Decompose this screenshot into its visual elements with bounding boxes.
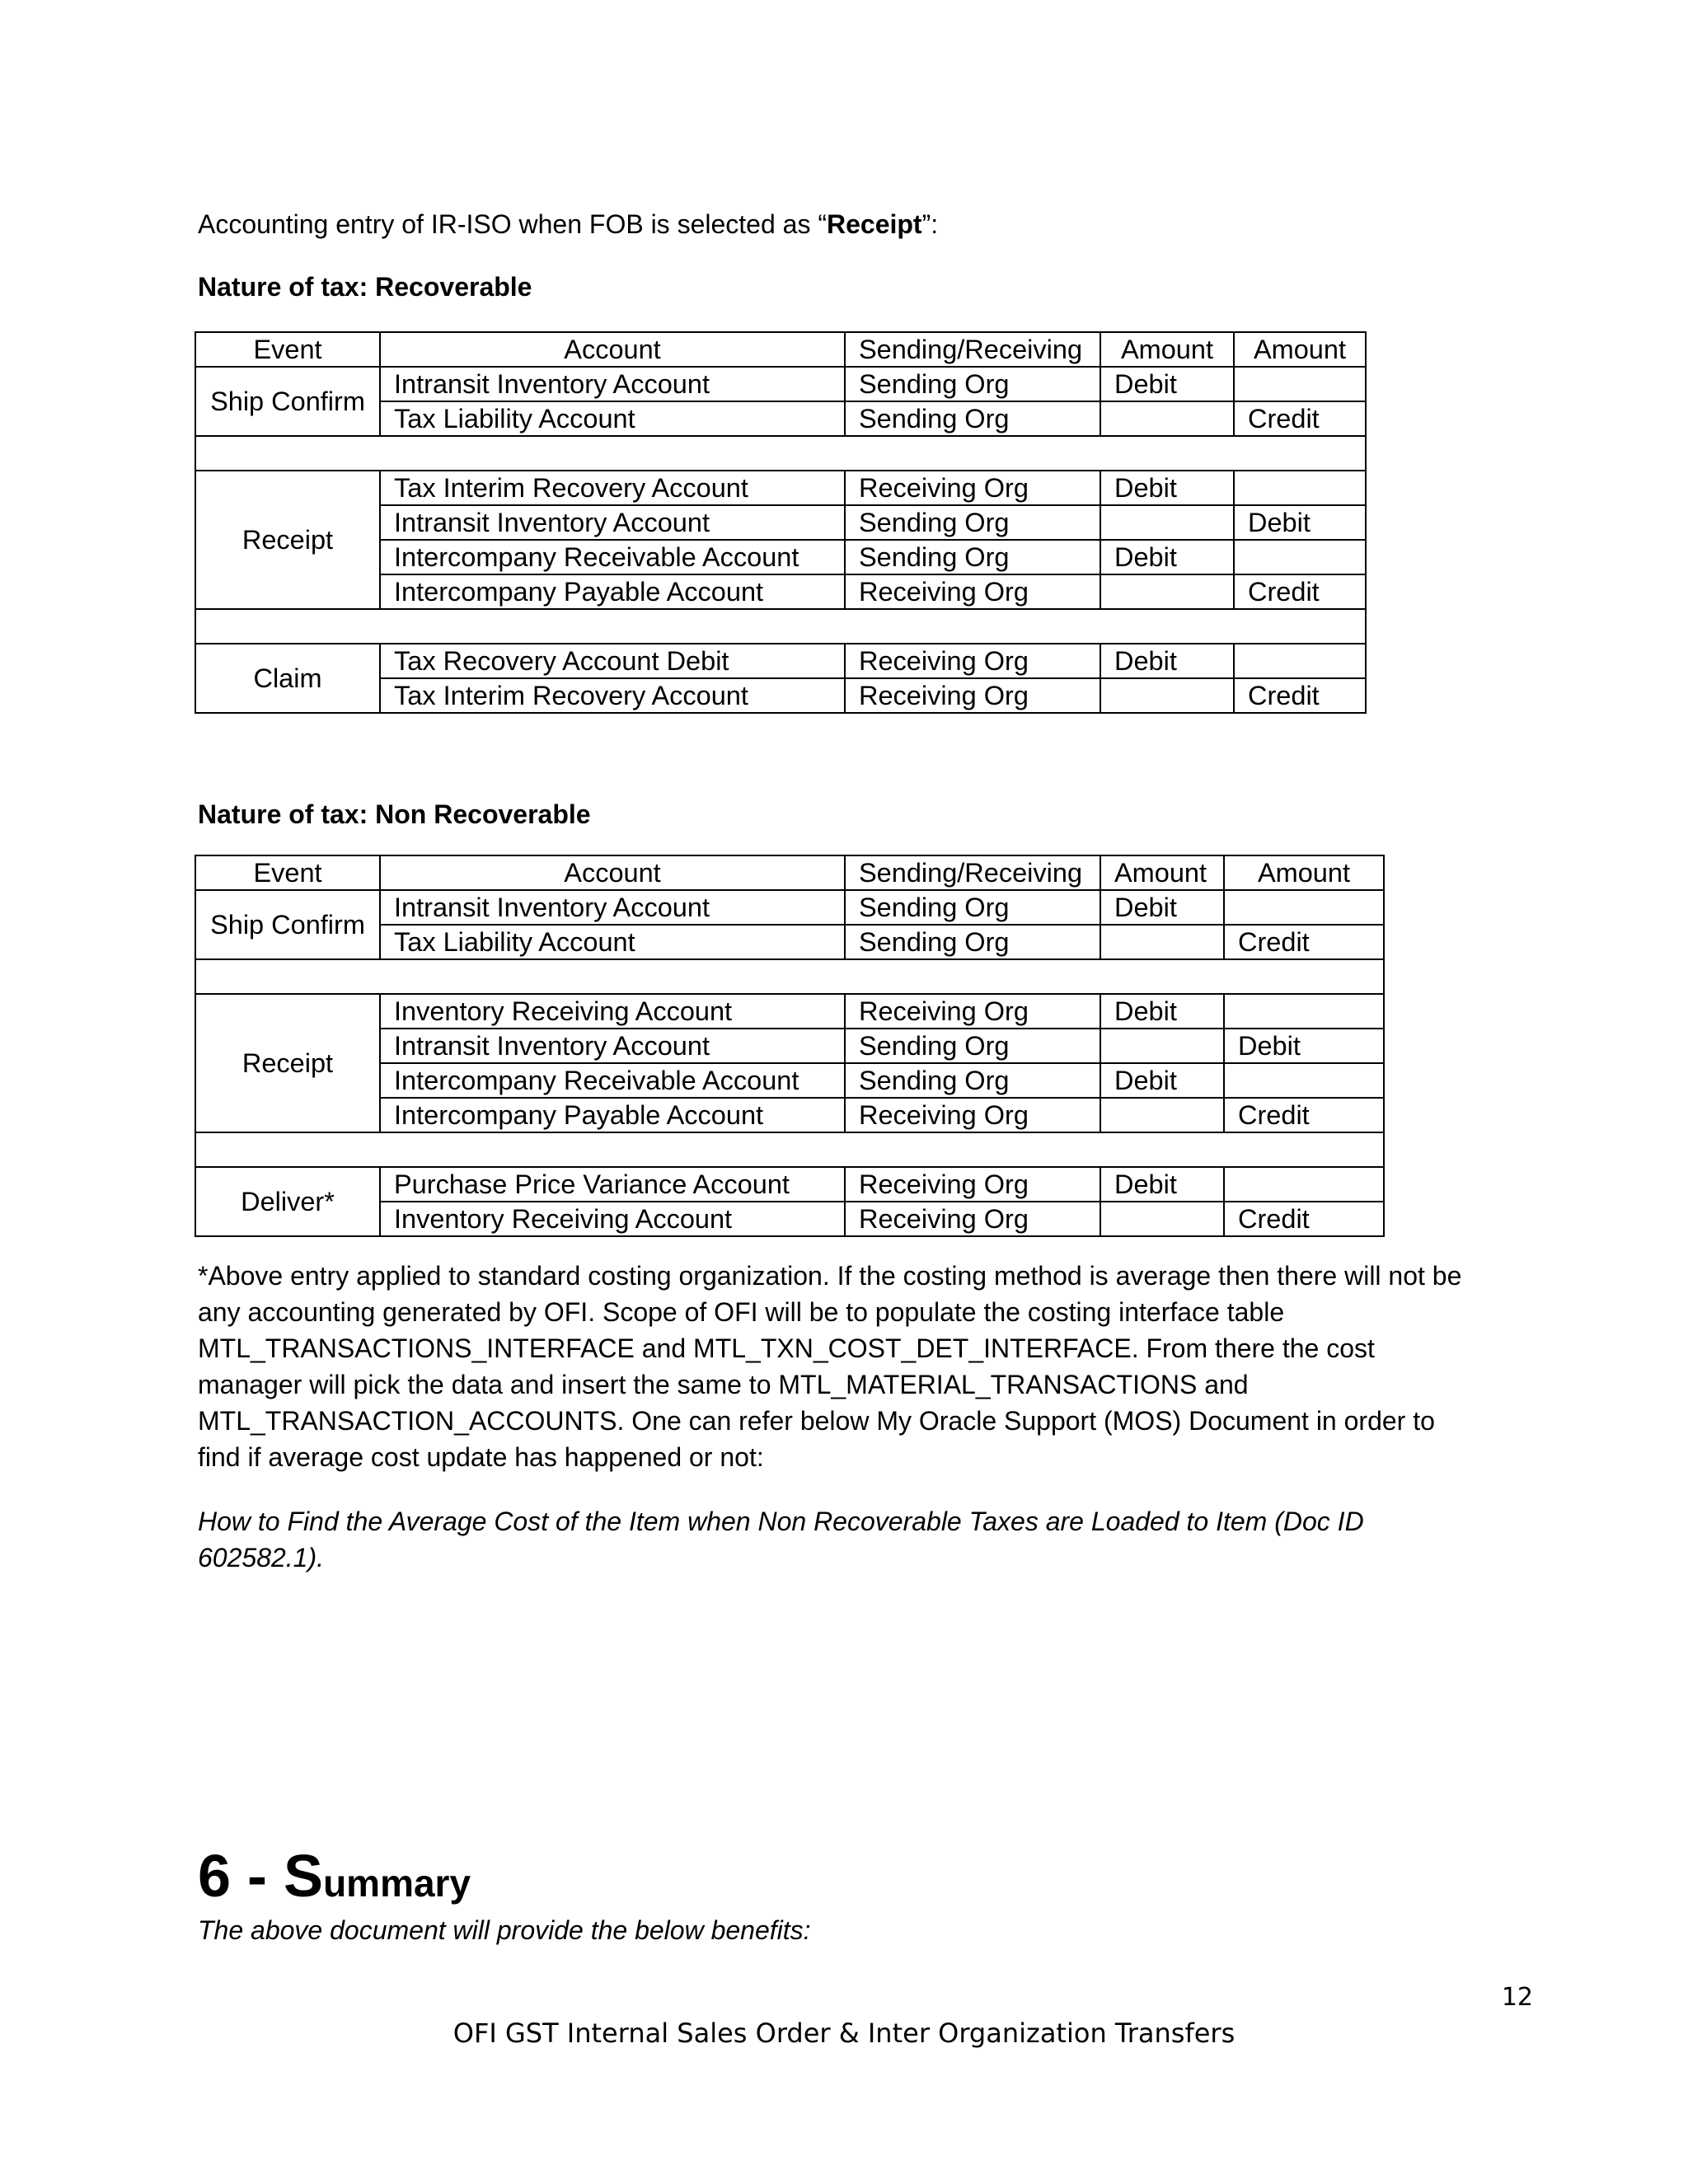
- org-cell: Sending Org: [845, 401, 1100, 436]
- spacer-row: [195, 959, 1384, 994]
- summary-heading: [198, 1843, 471, 1910]
- amount-cell: [1100, 1098, 1224, 1132]
- page-number: 12: [1501, 1983, 1533, 2012]
- amount-cell: Credit: [1234, 401, 1366, 436]
- org-cell: Sending Org: [845, 540, 1100, 574]
- summary-number: 6 - S: [198, 1844, 324, 1910]
- event-cell: Ship Confirm: [195, 367, 380, 436]
- account-cell: Tax Interim Recovery Account: [380, 678, 845, 713]
- amount-cell: Debit: [1100, 540, 1234, 574]
- amount-cell: Credit: [1234, 574, 1366, 609]
- amount-cell: [1224, 890, 1384, 925]
- table-row: [195, 644, 1366, 678]
- table-row: [195, 471, 1366, 505]
- spacer-row: [195, 609, 1366, 644]
- amount-cell: [1100, 401, 1234, 436]
- table-recoverable: [195, 331, 1367, 714]
- account-cell: Tax Recovery Account Debit: [380, 644, 845, 678]
- amount-cell: Debit: [1224, 1029, 1384, 1063]
- amount-cell: Debit: [1234, 505, 1366, 540]
- account-cell: Inventory Receiving Account: [380, 994, 845, 1029]
- account-cell: Intercompany Payable Account: [380, 574, 845, 609]
- amount-cell: Debit: [1100, 994, 1224, 1029]
- table-non-recoverable: [195, 855, 1385, 1237]
- org-cell: Receiving Org: [845, 471, 1100, 505]
- account-cell: Intransit Inventory Account: [380, 367, 845, 401]
- costing-note-text: *Above entry applied to standard costing organization. If the costing method is average then there will not be any accounting generated by OFI. Scope of OFI will be to populate the costing interface table MTL_TRANSACTIONS_INTERFACE and MTL_TXN_COST_DET_INTERFACE. From there the cost manager will pick the data and insert the same to MTL_MATERIAL_TRANSACTIONS and MTL_TRANSACTION_ACCOUNTS. One can refer below My Oracle Support (MOS) Document in order to find if average cost update has happened or not:: [198, 1261, 1462, 1472]
- intro-bold-receipt: Receipt: [826, 209, 922, 239]
- intro-line: [198, 206, 938, 242]
- header-sending-receiving: Sending/Receiving: [845, 855, 1100, 890]
- org-cell: Receiving Org: [845, 644, 1100, 678]
- amount-cell: [1100, 1029, 1224, 1063]
- event-cell: Deliver*: [195, 1167, 380, 1236]
- header-event: Event: [195, 855, 380, 890]
- account-cell: Intercompany Receivable Account: [380, 540, 845, 574]
- amount-cell: Debit: [1100, 644, 1234, 678]
- amount-cell: Debit: [1100, 890, 1224, 925]
- org-cell: Receiving Org: [845, 1167, 1100, 1202]
- amount-cell: Debit: [1100, 367, 1234, 401]
- amount-cell: Debit: [1100, 471, 1234, 505]
- page-footer: OFI GST Internal Sales Order & Inter Organization Transfers: [452, 2018, 1236, 2049]
- amount-cell: [1234, 644, 1366, 678]
- summary-title-rest: ummary: [323, 1862, 471, 1905]
- header-amount-debit: Amount: [1100, 332, 1234, 367]
- account-cell: Intransit Inventory Account: [380, 1029, 845, 1063]
- amount-cell: Credit: [1224, 1098, 1384, 1132]
- spacer-row: [195, 436, 1366, 471]
- amount-cell: [1224, 1167, 1384, 1202]
- heading-non-recoverable: Nature of tax: Non Recoverable: [198, 799, 591, 829]
- org-cell: Sending Org: [845, 1029, 1100, 1063]
- org-cell: Sending Org: [845, 925, 1100, 959]
- header-event: Event: [195, 332, 380, 367]
- org-cell: Sending Org: [845, 1063, 1100, 1098]
- spacer-row: [195, 1132, 1384, 1167]
- intro-suffix: ”:: [921, 209, 939, 239]
- table-row: [195, 367, 1366, 401]
- account-cell: Tax Interim Recovery Account: [380, 471, 845, 505]
- org-cell: Sending Org: [845, 367, 1100, 401]
- intro-prefix: Accounting entry of IR-ISO when FOB is selected as “: [198, 209, 827, 239]
- header-amount-credit: Amount: [1234, 332, 1366, 367]
- account-cell: Inventory Receiving Account: [380, 1202, 845, 1236]
- costing-note: [198, 1258, 1484, 1475]
- event-cell: Claim: [195, 644, 380, 713]
- amount-cell: [1100, 925, 1224, 959]
- amount-cell: [1100, 678, 1234, 713]
- amount-cell: Credit: [1234, 678, 1366, 713]
- amount-cell: [1224, 1063, 1384, 1098]
- table-row: [195, 994, 1384, 1029]
- amount-cell: Credit: [1224, 925, 1384, 959]
- header-sending-receiving: Sending/Receiving: [845, 332, 1100, 367]
- table-header-row: [195, 332, 1366, 367]
- account-cell: Intercompany Receivable Account: [380, 1063, 845, 1098]
- amount-cell: [1234, 540, 1366, 574]
- table-header-row: [195, 855, 1384, 890]
- amount-cell: [1234, 367, 1366, 401]
- table-row: [195, 890, 1384, 925]
- summary-subtitle: The above document will provide the below benefits:: [198, 1915, 811, 1945]
- header-amount-credit: Amount: [1224, 855, 1384, 890]
- account-cell: Intercompany Payable Account: [380, 1098, 845, 1132]
- header-account: Account: [380, 855, 845, 890]
- table-row: [195, 1167, 1384, 1202]
- account-cell: Intransit Inventory Account: [380, 890, 845, 925]
- mos-reference: How to Find the Average Cost of the Item when Non Recoverable Taxes are Loaded to Item (Doc ID 602582.1).: [198, 1507, 1364, 1572]
- event-cell: Receipt: [195, 471, 380, 609]
- header-account: Account: [380, 332, 845, 367]
- heading-recoverable: Nature of tax: Recoverable: [198, 272, 532, 302]
- amount-cell: [1100, 505, 1234, 540]
- account-cell: Tax Liability Account: [380, 925, 845, 959]
- account-cell: Tax Liability Account: [380, 401, 845, 436]
- event-cell: Ship Confirm: [195, 890, 380, 959]
- amount-cell: [1100, 574, 1234, 609]
- org-cell: Sending Org: [845, 890, 1100, 925]
- org-cell: Receiving Org: [845, 678, 1100, 713]
- amount-cell: Debit: [1100, 1063, 1224, 1098]
- org-cell: Receiving Org: [845, 574, 1100, 609]
- amount-cell: [1224, 994, 1384, 1029]
- account-cell: Purchase Price Variance Account: [380, 1167, 845, 1202]
- amount-cell: [1234, 471, 1366, 505]
- org-cell: Receiving Org: [845, 1098, 1100, 1132]
- amount-cell: Debit: [1100, 1167, 1224, 1202]
- header-amount-debit: Amount: [1100, 855, 1224, 890]
- amount-cell: [1100, 1202, 1224, 1236]
- org-cell: Sending Org: [845, 505, 1100, 540]
- account-cell: Intransit Inventory Account: [380, 505, 845, 540]
- org-cell: Receiving Org: [845, 1202, 1100, 1236]
- amount-cell: Credit: [1224, 1202, 1384, 1236]
- event-cell: Receipt: [195, 994, 380, 1132]
- org-cell: Receiving Org: [845, 994, 1100, 1029]
